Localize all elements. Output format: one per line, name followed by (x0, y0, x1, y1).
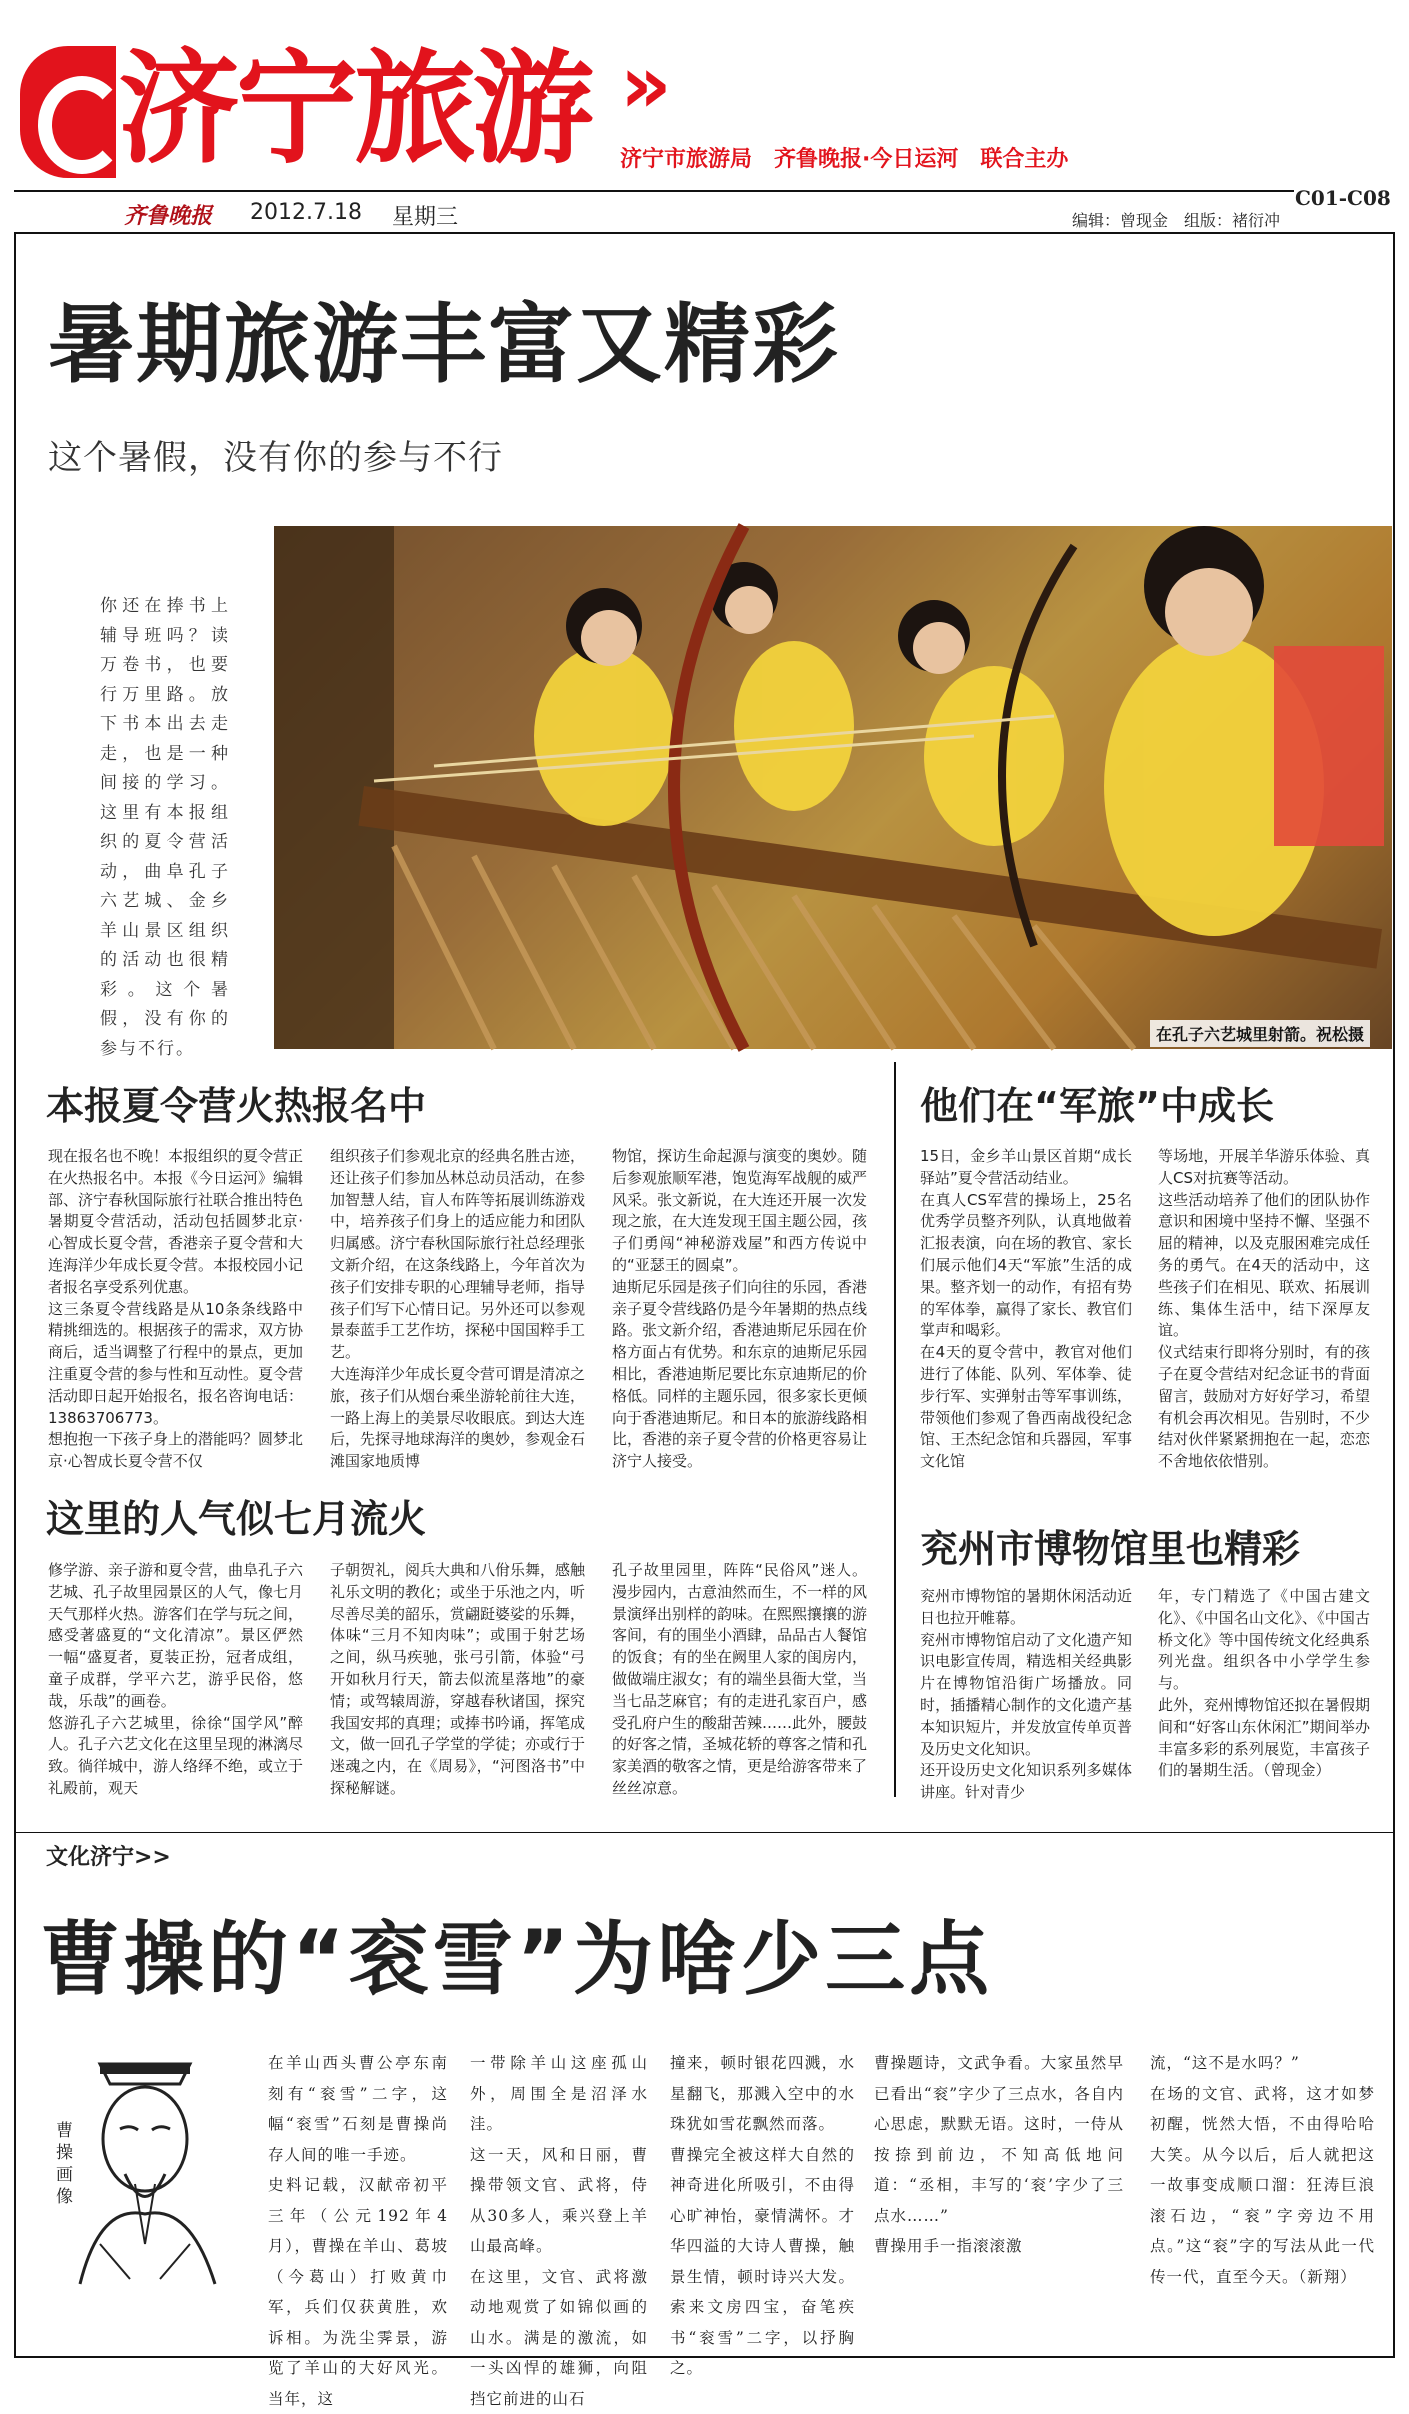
masthead-rule (14, 190, 1294, 192)
lead-intro: 你还在捧书上辅导班吗？读万卷书，也要行万里路。放下书本出去走走，也是一种间接的学习。这里有本报组织的夏令营活动，曲阜孔子六艺城、金乡羊山景区组织的活动也很精彩。这个暑假，没有你的参与不行。 (100, 596, 230, 1059)
issue-date: 2012.7.18 (250, 200, 362, 225)
lead-headline: 暑期旅游丰富又精彩 (48, 295, 840, 395)
masthead-sponsors: 济宁市旅游局 齐鲁晚报·今日运河 联合主办 (620, 147, 1069, 172)
brand-logo-c (20, 46, 116, 178)
section3-col2: 等场地，开展羊华游乐体验、真人CS对抗赛等活动。 这些活动培养了他们的团队协作意识和困境中坚持不懈、坚强不屈的精神，以及克服困难完成任务的勇气。在4天的活动中，这些孩子们在相见、联欢、拓展训练、集体生活中，结下深厚友谊。 仪式结束行即将分别时，有的孩子在夏令营结对纪念证书的背面留言，鼓励对方好好学习，希望有机会再次相见。告别时，不少结对伙伴紧紧拥抱在一起，恋恋不舍地依依惜别。 (1158, 1147, 1370, 1471)
section2-col2: 子朝贺礼，阅兵大典和八佾乐舞，感触礼乐文明的教化；或坐于乐池之内，听尽善尽美的韶乐，赏翩跹婆娑的乐舞，体味“三月不知肉味”；或围于射艺场之间，纵马疾驰，张弓引箭，体验“弓开如秋月行天，箭去似流星落地”的豪情；或驾辕周游，穿越春秋诸国，探究我国安邦的真理；或捧书吟诵，挥笔成文，做一回孔子学堂的学徒；亦或行于迷魂之内，在《周易》，“河图洛书”中探秘解谜。 (330, 1561, 586, 1797)
lead-photo-archery (274, 526, 1392, 1049)
section-title-summer-camp: 本报夏令营火热报名中 (46, 1084, 427, 1128)
culture-tag: 文化济宁>> (46, 1845, 171, 1870)
culture-headline: 曹操的“衮雪”为啥少三点 (40, 1913, 994, 2006)
issue-weekday: 星期三 (392, 205, 459, 230)
masthead-arrow-icon: » (620, 38, 672, 131)
culture-rule (14, 1832, 1395, 1833)
section-title-military: 他们在“军旅”中成长 (920, 1084, 1274, 1128)
editors-credit: 编辑：曾现金 组版：褚衍冲 (1072, 211, 1281, 230)
section-title-july-fire: 这里的人气似七月流火 (46, 1497, 427, 1541)
section2-col1: 修学游、亲子游和夏令营，曲阜孔子六艺城、孔子故里园景区的人气，像七月天气那样火热。游客们在学与玩之间，感受著盛夏的“文化清凉”。景区俨然一幅“盛夏者，夏装正扮，冠者成组，童子成群，学平六艺，游乎民俗，悠哉，乐哉”的画卷。 悠游孔子六艺城里，徐徐“国学风”醉人。孔子六艺文化在这里呈现的淋漓尽致。徜徉城中，游人络绎不绝，或立于礼殿前，观天 (48, 1561, 304, 1797)
masthead-title: 济宁旅游 (118, 38, 590, 180)
section2-col3: 孔子故里园里，阵阵“民俗风”迷人。漫步园内，古意油然而生，不一样的风景演绎出别样的韵味。在熙熙攘攘的游客间，有的围坐小酒肆，品品古人餐馆的饭食；有的坐在阙里人家的闺房内，做做端庄淑女；有的端坐县衙大堂，当当七品芝麻官；有的走进孔家百户，感受孔府户生的酸甜苦辣……此外，腰鼓的好客之情，圣城花轿的尊客之情和孔家美酒的敬客之情，更是给游客带来了丝丝凉意。 (612, 1561, 868, 1797)
section3-col1: 15日，金乡羊山景区首期“成长驿站”夏令营活动结业。 在真人CS军营的操场上，25名优秀学员整齐列队，认真地做着汇报表演，向在场的教官、家长们展示他们4天“军旅”生活的成果。整齐划一的动作，有招有势的军体拳，赢得了家长、教官们掌声和喝彩。 在4天的夏令营中，教官对他们进行了体能、队列、军体拳、徒步行军、实弹射击等军事训练，带领他们参观了鲁西南战役纪念馆、王杰纪念馆和兵器园，军事文化馆 (920, 1147, 1132, 1471)
column-divider (894, 1062, 896, 1797)
portrait-label: 曹操画像 (56, 2121, 73, 2207)
section1-col3: 物馆，探访生命起源与演变的奥妙。随后参观旅顺军港，饱览海军战舰的威严风采。张文新说，在大连还开展一次发现之旅，在大连发现王国主题公园，孩子们勇闯“神秘游戏屋”和西方传说中的“亚瑟王的圆桌”。 迪斯尼乐园是孩子们向往的乐园，香港亲子夏令营线路仍是今年暑期的热点线路。张文新介绍，香港迪斯尼乐园在价格方面占有优势。和东京的迪斯尼乐园相比，香港迪斯尼要比东京迪斯尼的价格低。同样的主题乐园，很多家长更倾向于香港迪斯尼。和日本的旅游线路相比，香港的亲子夏令营的价格更容易让济宁人接受。 (612, 1147, 868, 1471)
culture-col5: 流，“这不是水吗？” 在场的文官、武将，这才如梦初醒，恍然大悟，不由得哈哈大笑。从今以后，后人就把这一故事变成顺口溜：狂涛巨浪滚石边，“衮”字旁边不用点。”这“衮”字的写法从此一代传一代，直至今天。（新翔） (1150, 2054, 1375, 2286)
culture-col4: 曹操题诗，文武争看。大家虽然早已看出“衮”字少了三点水，各自内心思虑，默默无语。这时，一侍从按捺到前边，不知高低地问道：“丞相，丰写的‘衮’字少了三点水……” 曹操用手一指滚滚激 (874, 2054, 1124, 2255)
photo-caption: 在孔子六艺城里射箭。祝松摄 (1150, 1020, 1370, 1047)
section-title-museum: 兖州市博物馆里也精彩 (920, 1527, 1301, 1571)
paper-name: 齐鲁晚报 (124, 203, 213, 229)
section1-col1: 现在报名也不晚！本报组织的夏令营正在火热报名中。本报《今日运河》编辑部、济宁春秋国际旅行社联合推出特色暑期夏令营活动，活动包括圆梦北京·心智成长夏令营，香港亲子夏令营和大连海洋少年成长夏令营。本报校园小记者报名享受系列优惠。 这三条夏令营线路是从10条条线路中精挑细选的。根据孩子的需求，双方协商后，适当调整了行程中的景点，更加注重夏令营的参与性和互动性。夏令营活动即日起开始报名，报名咨询电话：13863706773。 想抱抱一下孩子身上的潜能吗？圆梦北京·心智成长夏令营不仅 (48, 1147, 304, 1471)
lead-subhead: 这个暑假，没有你的参与不行 (48, 438, 503, 478)
culture-col1: 在羊山西头曹公亭东南刻有“衮雪”二字，这幅“衮雪”石刻是曹操尚存人间的唯一手迹。 史料记载，汉献帝初平三年（公元192年4月），曹操在羊山、葛坡（今葛山）打败黄巾军，兵们仅获黄胜，欢诉相。为洗尘霁景，游览了羊山的大好风光。当年，这 (268, 2054, 448, 2408)
section4-col2: 年，专门精选了《中国古建文化》、《中国名山文化》、《中国古桥文化》等中国传统文化经典系列光盘。组织各中小学学生参与。 此外，兖州博物馆还拟在暑假期间和“好客山东休闲汇”期间举办丰富多彩的系列展览，丰富孩子们的暑期生活。（曾现金） (1158, 1587, 1370, 1780)
culture-col2: 一带除羊山这座孤山外，周围全是沼泽水洼。 这一天，风和日丽，曹操带领文官、武将，侍从30多人，乘兴登上羊山最高峰。 在这里，文官、武将激动地观赏了如锦似画的山水。满是的激流，如一头凶悍的雄狮，向阻挡它前进的山石 (470, 2054, 648, 2408)
page-range: C01-C08 (1295, 186, 1391, 210)
section4-col1: 兖州市博物馆的暑期休闲活动近日也拉开帷幕。 兖州市博物馆启动了文化遗产知识电影宣传周，精选相关经典影片在博物馆沿街广场播放。同时，插播精心制作的文化遗产基本知识短片，并发放宣传单页普及历史文化知识。 还开设历史文化知识系列多媒体讲座。针对青少 (920, 1587, 1132, 1802)
culture-col3: 撞来，顿时银花四溅，水星翻飞，那溅入空中的水珠犹如雪花飘然而落。 曹操完全被这样大自然的神奇进化所吸引，不由得心旷神怡，豪情满怀。才华四溢的大诗人曹操，触景生情，顿时诗兴大发。索来文房四宝，奋笔疾书“衮雪”二字，以抒胸之。 (670, 2054, 855, 2377)
section1-col2: 组织孩子们参观北京的经典名胜古迹，还让孩子们参加丛林总动员活动，在参加智慧人结，盲人布阵等拓展训练游戏中，培养孩子们身上的适应能力和团队归属感。济宁春秋国际旅行社总经理张文新介绍，在这条线路上，今年首次为孩子们安排专职的心理辅导老师，指导孩子们写下心情日记。另外还可以参观景泰蓝手工艺作坊，探秘中国国粹手工艺。 大连海洋少年成长夏令营可谓是清凉之旅，孩子们从烟台乘坐游轮前往大连，一路上海上的美景尽收眼底。到达大连后，先探寻地球海洋的奥妙，参观金石滩国家地质博 (330, 1147, 586, 1471)
